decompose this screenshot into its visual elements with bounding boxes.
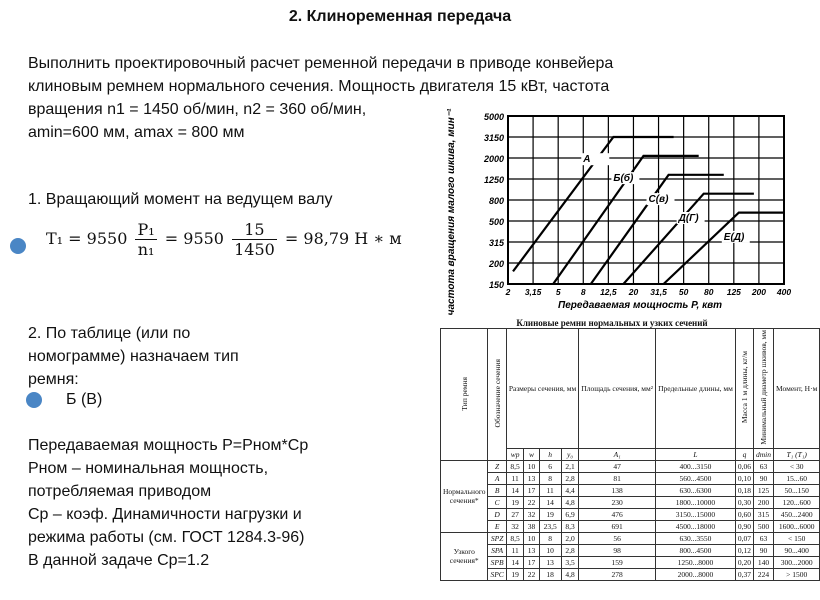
formula-middle: = 9550 [164, 229, 224, 248]
table-cell: 2,8 [561, 544, 579, 556]
table-subheader-cell: L [656, 448, 736, 460]
nomogram-region-label: А [583, 154, 591, 166]
table-cell: 8 [539, 532, 561, 544]
table-cell: 0,30 [735, 496, 753, 508]
table-cell: 13 [524, 472, 539, 484]
table-cell: 450...2400 [774, 508, 820, 520]
table-cell: 4,4 [561, 484, 579, 496]
table-header-cell [506, 329, 578, 449]
formula-fraction-2 [232, 220, 277, 259]
nomogram-x-tick: 5 [555, 287, 561, 297]
table-header-text: Минимальный диаметр шкивов, мм [759, 330, 769, 445]
table-title: Клиновые ремни нормальных и узких сечений [516, 318, 708, 328]
table-cell: SPC [488, 568, 506, 580]
table-cell: 4,8 [561, 496, 579, 508]
table-cell: 47 [579, 460, 656, 472]
table-header-cell [441, 329, 488, 461]
nomogram-region-label: Б(б) [613, 173, 634, 185]
table-cell: 138 [579, 484, 656, 496]
bullet-icon [10, 238, 26, 254]
table-header-text: Обозначение сечения [492, 359, 502, 428]
table-subheader-cell: h [539, 448, 561, 460]
table-header-cell [754, 329, 774, 449]
nomogram-x-tick: 80 [703, 287, 714, 297]
table-cell: 630...3550 [656, 532, 736, 544]
table-cell: SPZ [488, 532, 506, 544]
bullet-icon [26, 392, 42, 408]
table-cell: 8,5 [506, 460, 524, 472]
table-row [441, 544, 820, 556]
fraction-1-numerator: P₁ [137, 220, 155, 239]
table-cell: 17 [524, 484, 539, 496]
note-line-6: В данной задаче Ср=1.2 [28, 552, 210, 569]
table-cell: 56 [579, 532, 656, 544]
table-header-cell [488, 329, 506, 461]
note-line-4: Ср – коэф. Динамичности нагрузки и [28, 506, 302, 523]
table-cell: 476 [579, 508, 656, 520]
table-cell: 32 [506, 520, 524, 532]
table-cell: E [488, 520, 506, 532]
nomogram-y-tick: 1250 [483, 175, 504, 185]
table-cell: 2,1 [561, 460, 579, 472]
table-cell: 4500...18000 [656, 520, 736, 532]
table-cell: 224 [754, 568, 774, 580]
nomogram-x-label: Передаваемая мощность Р, квт [558, 300, 722, 311]
table-cell: 6,9 [561, 508, 579, 520]
table-cell: 11 [506, 472, 524, 484]
table-cell: 19 [506, 496, 524, 508]
table-cell: 2,0 [561, 532, 579, 544]
nomogram-y-tick: 200 [488, 259, 504, 269]
task-line-2: клиновым ремнем нормального сечения. Мощность двигателя 15 кВт, частота [28, 78, 610, 95]
table-cell: 8,3 [561, 520, 579, 532]
table-cell: 0,37 [735, 568, 753, 580]
belt-type: Б (В) [66, 391, 103, 408]
table-row [441, 472, 820, 484]
table-subheader-cell: w [524, 448, 539, 460]
table-cell: 8 [539, 472, 561, 484]
nomogram-x-tick: 50 [678, 287, 689, 297]
table-subheader-cell: wp [506, 448, 524, 460]
table-cell: 15...60 [774, 472, 820, 484]
table-cell: 27 [506, 508, 524, 520]
table-row [441, 568, 820, 580]
table-cell: 11 [506, 544, 524, 556]
nomogram-y-tick: 3150 [483, 133, 504, 143]
nomogram-y-tick: 150 [488, 280, 504, 290]
nomogram-x-tick: 2 [505, 287, 511, 297]
table-cell: A [488, 472, 506, 484]
table-cell: 14 [506, 556, 524, 568]
task-line-3: вращения n1 = 1450 об/мин, n2 = 360 об/мин, [28, 101, 367, 118]
table-cell: 63 [754, 460, 774, 472]
table-cell: 120...600 [774, 496, 820, 508]
table-cell: 50...150 [774, 484, 820, 496]
nomogram-region-label: Е(Д) [723, 231, 745, 243]
table-cell: 13 [539, 556, 561, 568]
table-row [441, 484, 820, 496]
belt-table [440, 318, 818, 598]
step2-line-1: 2. По таблице (или по [28, 325, 191, 342]
table-cell: 11 [539, 484, 561, 496]
belt-sections-table [440, 328, 820, 581]
task-line-4: amin=600 мм, amax = 800 мм [28, 124, 245, 141]
table-header-text: Момент, Н·м [776, 383, 818, 393]
table-cell: 18 [539, 568, 561, 580]
table-subheader-cell: T₁ (T₁) [774, 448, 820, 460]
table-cell: 6 [539, 460, 561, 472]
table-cell: 0,60 [735, 508, 753, 520]
table-cell: 38 [524, 520, 539, 532]
nomogram-region-label: С(в) [648, 194, 669, 206]
fraction-2-numerator: 15 [232, 220, 277, 240]
nomogram-y-tick: 315 [488, 238, 504, 248]
table-cell: B [488, 484, 506, 496]
table-cell: < 30 [774, 460, 820, 472]
table-cell: 23,5 [539, 520, 561, 532]
table-cell: 90 [754, 544, 774, 556]
table-cell: 10 [524, 532, 539, 544]
table-cell: 159 [579, 556, 656, 568]
step1-heading: 1. Вращающий момент на ведущем валу [28, 191, 333, 208]
nomogram-y-label: частота вращения малого шкива, мин⁻¹ [446, 108, 457, 316]
note-line-2: Рном – номинальная мощность, [28, 460, 269, 477]
nomogram-y-tick: 500 [488, 217, 504, 227]
table-cell: 90...400 [774, 544, 820, 556]
table-cell: 630...6300 [656, 484, 736, 496]
torque-formula [46, 220, 402, 259]
nomogram-x-tick: 12,5 [600, 287, 617, 297]
table-header-row [441, 329, 820, 449]
table-group-cell: Узкого сечения* [441, 532, 488, 580]
table-cell: 400...3150 [656, 460, 736, 472]
table-cell: Z [488, 460, 506, 472]
table-header-text: Предельные длины, мм [658, 383, 733, 393]
table-row [441, 520, 820, 532]
table-cell: 1600...6000 [774, 520, 820, 532]
table-cell: > 1500 [774, 568, 820, 580]
table-cell: 3,5 [561, 556, 579, 568]
table-cell: 0,10 [735, 472, 753, 484]
table-header-text: Площадь сечения, мм² [581, 383, 654, 393]
table-header-cell [656, 329, 736, 449]
table-cell: 3150...15000 [656, 508, 736, 520]
table-cell: 1800...10000 [656, 496, 736, 508]
nomogram-x-tick: 20 [628, 287, 639, 297]
table-cell: 8,5 [506, 532, 524, 544]
nomogram-svg [432, 108, 792, 316]
table-cell: 200 [754, 496, 774, 508]
table-cell: 19 [539, 508, 561, 520]
nomogram-x-tick: 125 [726, 287, 741, 297]
table-subheader-cell: dmin [754, 448, 774, 460]
table-cell: 315 [754, 508, 774, 520]
table-cell: 500 [754, 520, 774, 532]
table-header-text: Тип ремня [459, 376, 469, 411]
table-cell: 0,90 [735, 520, 753, 532]
table-subheader-cell: q [735, 448, 753, 460]
note-line-5: режима работы (см. ГОСТ 1284.3-96) [28, 529, 305, 546]
nomogram-x-tick: 8 [580, 287, 586, 297]
nomogram-region-label: Д(Г) [678, 213, 699, 224]
table-cell: 19 [506, 568, 524, 580]
fraction-1-denominator: n₁ [137, 240, 155, 259]
step2-line-3: ремня: [28, 371, 79, 388]
table-cell: 0,07 [735, 532, 753, 544]
table-row [441, 556, 820, 568]
table-header-text: Размеры сечения, мм [508, 383, 577, 393]
nomogram-x-tick: 3,15 [524, 287, 542, 297]
table-cell: 10 [539, 544, 561, 556]
table-cell: 14 [506, 484, 524, 496]
table-cell: 22 [524, 496, 539, 508]
table-cell: 63 [754, 532, 774, 544]
table-cell: 691 [579, 520, 656, 532]
table-cell: SPB [488, 556, 506, 568]
nomogram-x-tick: 200 [751, 287, 767, 297]
table-cell: 800...4500 [656, 544, 736, 556]
formula-fraction-1 [135, 220, 156, 259]
table-header-cell [579, 329, 656, 449]
table-cell: 125 [754, 484, 774, 496]
fraction-2-denominator: 1450 [234, 240, 275, 259]
table-row [441, 508, 820, 520]
table-row [441, 460, 820, 472]
task-line-1: Выполнить проектировочный расчет ременной передачи в приводе конвейера [28, 55, 614, 72]
table-cell: 32 [524, 508, 539, 520]
note-line-1: Передаваемая мощность Р=Рном*Ср [28, 437, 309, 454]
table-cell: 300...2000 [774, 556, 820, 568]
table-cell: 14 [539, 496, 561, 508]
table-cell: 278 [579, 568, 656, 580]
nomogram-x-tick: 31,5 [650, 287, 667, 297]
table-cell: 0,20 [735, 556, 753, 568]
step2-line-2: номограмме) назначаем тип [28, 348, 239, 365]
nomogram-y-tick: 5000 [483, 112, 504, 122]
table-cell: 2,8 [561, 472, 579, 484]
nomogram-y-tick: 800 [488, 196, 504, 206]
table-header-text: Масса 1 м длины, кг/м [739, 351, 749, 424]
table-cell: 90 [754, 472, 774, 484]
table-cell: 230 [579, 496, 656, 508]
table-cell: C [488, 496, 506, 508]
table-cell: 140 [754, 556, 774, 568]
nomogram-x-tick: 400 [776, 287, 792, 297]
table-cell: 17 [524, 556, 539, 568]
table-cell: 81 [579, 472, 656, 484]
table-header-cell [774, 329, 820, 449]
table-cell: 560...4500 [656, 472, 736, 484]
slide-title: 2. Клиноременная передача [288, 8, 512, 25]
table-cell: 98 [579, 544, 656, 556]
table-cell: 2000...8000 [656, 568, 736, 580]
table-cell: 1250...8000 [656, 556, 736, 568]
formula-lhs: T₁ = 9550 [46, 229, 128, 248]
nomogram-chart [432, 108, 792, 316]
table-cell: < 150 [774, 532, 820, 544]
table-row [441, 532, 820, 544]
table-group-cell: Нормального сечения* [441, 460, 488, 532]
table-subheader-cell: y₀ [561, 448, 579, 460]
table-header-cell [735, 329, 753, 449]
table-cell: 0,12 [735, 544, 753, 556]
table-cell: 10 [524, 460, 539, 472]
nomogram-region-boundary [591, 175, 724, 284]
table-cell: 0,06 [735, 460, 753, 472]
table-row [441, 496, 820, 508]
table-cell: 13 [524, 544, 539, 556]
table-cell: 4,8 [561, 568, 579, 580]
formula-result: = 98,79 Н ∗ м [284, 229, 402, 248]
table-cell: 22 [524, 568, 539, 580]
table-cell: 0,18 [735, 484, 753, 496]
table-cell: SPA [488, 544, 506, 556]
table-cell: D [488, 508, 506, 520]
table-subheader-cell: A₁ [579, 448, 656, 460]
note-line-3: потребляемая приводом [28, 483, 212, 500]
nomogram-y-tick: 2000 [483, 154, 504, 164]
